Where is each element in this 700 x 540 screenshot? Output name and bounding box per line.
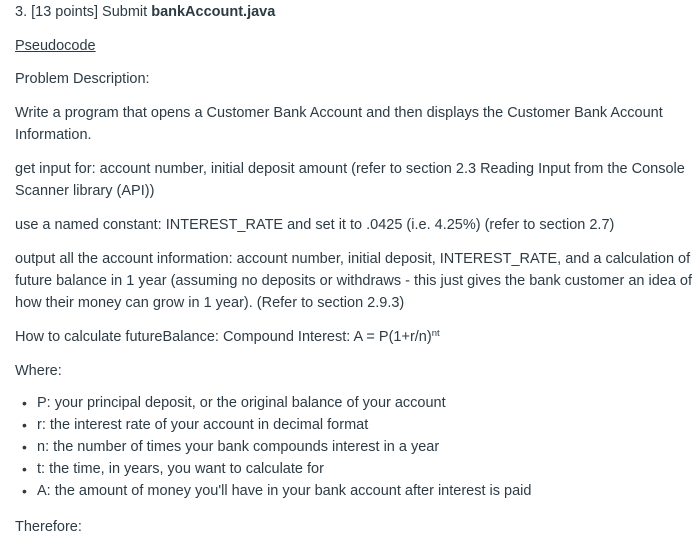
list-item [22, 436, 531, 458]
intro-line-2: Information. [15, 127, 92, 143]
where-list [15, 392, 531, 502]
list-item [22, 458, 531, 480]
bullet-icon: • [22, 439, 27, 455]
pseudocode-line [15, 35, 96, 57]
list-item [22, 480, 532, 502]
output-line-3: how their money can grow in 1 year). (Refer to section 2.9.3) [15, 295, 405, 311]
intro-line-1: Write a program that opens a Customer Bank Account and then displays the Customer Bank Account [15, 105, 663, 121]
bullet-icon: • [22, 483, 27, 499]
where-heading: Where: [15, 363, 62, 379]
input-line-2: Scanner library (API)) [15, 183, 155, 199]
problem-description-heading: Problem Description: [15, 71, 150, 87]
pseudocode-link[interactable]: Pseudocode [15, 38, 96, 54]
list-item-text: t: the time, in years, you want to calculate for [37, 461, 324, 477]
output-line-1: output all the account information: account number, initial deposit, INTEREST_RATE, and a calculation of [15, 251, 691, 267]
input-line-1: get input for: account number, initial deposit amount (refer to section 2.3 Reading Input from the Console [15, 161, 685, 177]
question-filename: bankAccount.java [151, 4, 276, 20]
bullet-icon: • [22, 461, 27, 477]
therefore-line: Therefore: [15, 519, 82, 535]
bullet-icon: • [22, 395, 27, 411]
formula-text: How to calculate futureBalance: Compound Interest: A = P(1+r/n) [15, 329, 432, 345]
output-line-2: future balance in 1 year (assuming no deposits or withdraws - this just gives the bank customer an idea of [15, 273, 693, 289]
formula-line [15, 326, 440, 348]
list-item [22, 414, 531, 436]
bullet-icon: • [22, 417, 27, 433]
list-item-text: A: the amount of money you'll have in your bank account after interest is paid [37, 483, 532, 499]
formula-exponent: nt [431, 328, 440, 339]
question-title-prefix: 3. [13 points] Submit [15, 4, 152, 20]
question-title [15, 1, 275, 23]
list-item-text: n: the number of times your bank compounds interest in a year [37, 439, 440, 455]
list-item [22, 392, 531, 414]
list-item-text: r: the interest rate of your account in decimal format [37, 417, 369, 433]
list-item-text: P: your principal deposit, or the original balance of your account [37, 395, 446, 411]
constant-line: use a named constant: INTEREST_RATE and set it to .0425 (i.e. 4.25%) (refer to section 2.7) [15, 217, 615, 233]
